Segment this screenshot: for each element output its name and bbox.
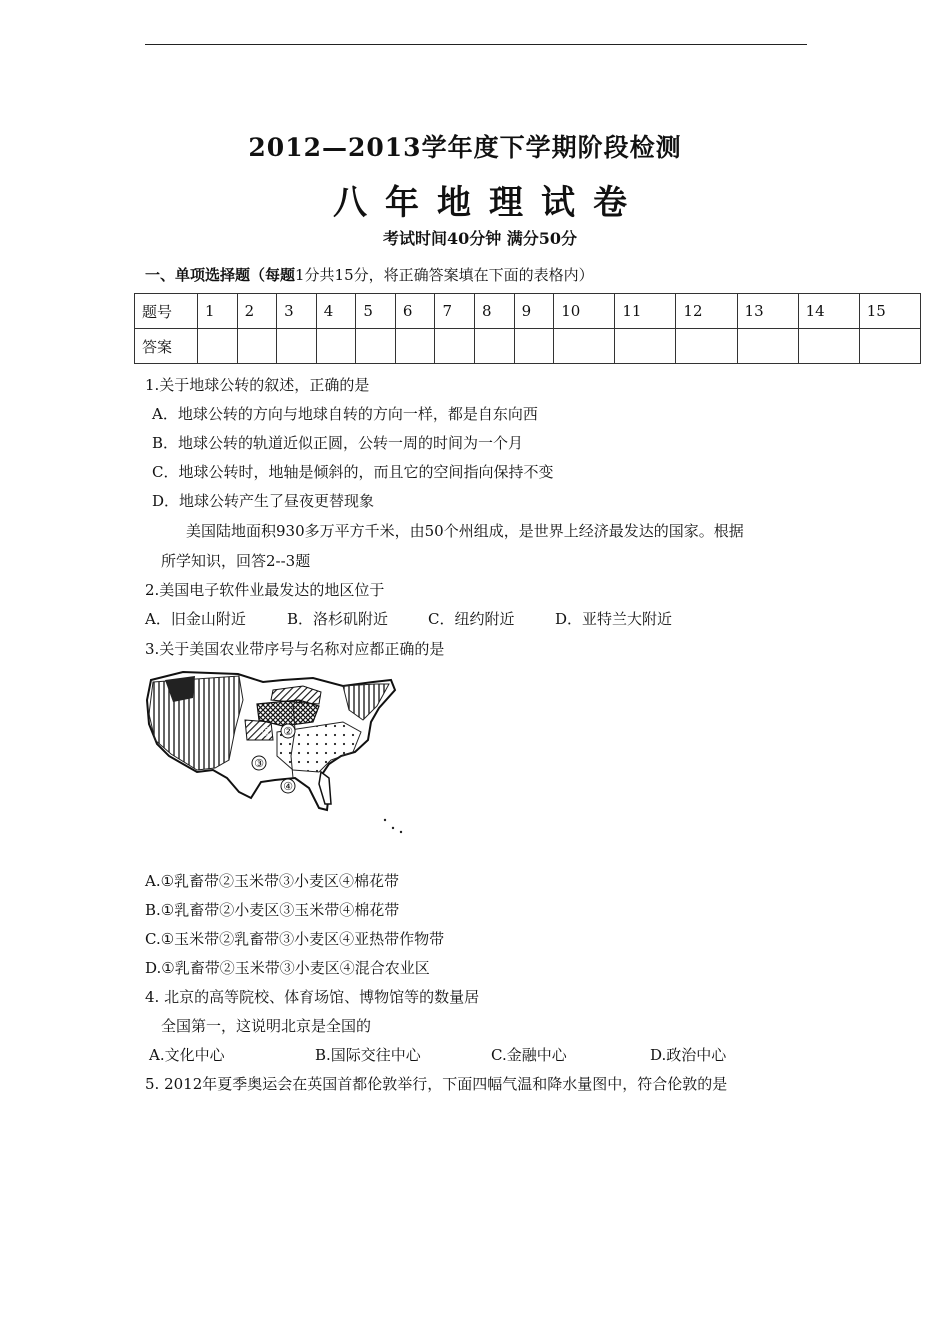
q3-option-d: D.①乳畜带②玉米带③小麦区④混合农业区 [145, 959, 430, 977]
answer-cell[interactable] [316, 329, 356, 364]
number-cell: 14 [798, 294, 859, 329]
q3-option-b: B.①乳畜带②小麦区③玉米带④棉花带 [145, 901, 400, 919]
q4-option-b: B.国际交往中心 [315, 1046, 421, 1064]
q2-option-b: B．洛杉矶附近 [287, 610, 389, 628]
q1-stem: 1.关于地球公转的叙述，正确的是 [145, 376, 370, 394]
answer-cell[interactable] [237, 329, 277, 364]
passage-line-1: 美国陆地面积930多万平方千米，由50个州组成，是世界上经济最发达的国家。根据 [186, 522, 744, 540]
q1-option-d: D．地球公转产生了昼夜更替现象 [152, 492, 375, 510]
q4-option-d: D.政治中心 [650, 1046, 727, 1064]
q4-option-c: C.金融中心 [491, 1046, 567, 1064]
section-title: 一、单项选择题（每题 [145, 266, 296, 284]
answer-cell[interactable] [514, 329, 554, 364]
answer-cell[interactable] [356, 329, 396, 364]
map-label-2: ② [283, 725, 293, 738]
answer-cell[interactable] [859, 329, 920, 364]
map-label-4: ④ [283, 780, 293, 793]
q3-option-c: C.①玉米带②乳畜带③小麦区④亚热带作物带 [145, 930, 445, 948]
island-dot [392, 827, 394, 829]
answer-cell[interactable] [395, 329, 435, 364]
q4-option-a: A.文化中心 [149, 1046, 225, 1064]
west-region [149, 676, 243, 770]
answer-table [134, 293, 921, 364]
section-rule: 1分共15分，将正确答案填在下面的表格内） [295, 266, 594, 284]
number-cell: 13 [737, 294, 798, 329]
q2-option-d: D．亚特兰大附近 [555, 610, 673, 628]
exam-info: 考试时间40分钟 满分50分 [382, 229, 578, 248]
answer-cell[interactable] [737, 329, 798, 364]
number-cell: 2 [237, 294, 277, 329]
label-4-marker [281, 779, 295, 793]
label-3-marker [252, 756, 266, 770]
number-cell: 12 [676, 294, 737, 329]
number-cell: 4 [316, 294, 356, 329]
q5-stem: 5. 2012年夏季奥运会在英国首都伦敦举行，下面四幅气温和降水量图中，符合伦敦的是 [145, 1075, 728, 1093]
map-label-3: ③ [254, 757, 264, 770]
number-cell: 1 [198, 294, 238, 329]
q3-stem: 3.关于美国农业带序号与名称对应都正确的是 [145, 640, 445, 658]
exam-subtitle: 八年地理试卷 [333, 183, 645, 223]
number-row [135, 294, 921, 329]
map-label-1: ① [261, 725, 273, 739]
q1-option-a: A．地球公转的方向与地球自转的方向一样，都是自东向西 [152, 405, 538, 423]
number-cell: 6 [395, 294, 435, 329]
exam-title: 2012—2013学年度下学期阶段检测 [248, 133, 682, 162]
number-cell: 5 [356, 294, 396, 329]
q3-option-a: A.①乳畜带②玉米带③小麦区④棉花带 [145, 872, 400, 890]
label-2-marker [281, 724, 295, 738]
header-rule [145, 44, 807, 45]
answer-cell[interactable] [798, 329, 859, 364]
number-cell: 15 [859, 294, 920, 329]
answer-cell[interactable] [554, 329, 615, 364]
row-label: 答案 [135, 329, 198, 364]
answer-cell[interactable] [475, 329, 515, 364]
number-cell: 8 [475, 294, 515, 329]
number-cell: 3 [277, 294, 317, 329]
answer-cell[interactable] [615, 329, 676, 364]
q2-option-a: A．旧金山附近 [145, 610, 246, 628]
number-cell: 10 [554, 294, 615, 329]
us-agriculture-map [143, 660, 408, 835]
row-label: 题号 [135, 294, 198, 329]
label-1-marker [262, 725, 273, 739]
number-cell: 11 [615, 294, 676, 329]
answer-cell[interactable] [435, 329, 475, 364]
passage-line-2: 所学知识，回答2--3题 [161, 552, 311, 570]
section-heading [145, 264, 594, 285]
island-dot [400, 831, 402, 833]
q2-option-c: C．纽约附近 [428, 610, 515, 628]
answer-cell[interactable] [277, 329, 317, 364]
answer-cell[interactable] [676, 329, 737, 364]
q4-stem: 4. 北京的高等院校、体育场馆、博物馆等的数量居 [145, 988, 480, 1006]
number-cell: 7 [435, 294, 475, 329]
number-cell: 9 [514, 294, 554, 329]
q1-option-c: C．地球公转时，地轴是倾斜的，而且它的空间指向保持不变 [152, 463, 554, 481]
q1-option-b: B．地球公转的轨道近似正圆，公转一周的时间为一个月 [152, 434, 524, 452]
answer-row [135, 329, 921, 364]
answer-cell[interactable] [198, 329, 238, 364]
island-dot [384, 819, 386, 821]
q4-stem-continued: 全国第一，这说明北京是全国的 [161, 1017, 372, 1035]
q2-stem: 2.美国电子软件业最发达的地区位于 [145, 581, 385, 599]
